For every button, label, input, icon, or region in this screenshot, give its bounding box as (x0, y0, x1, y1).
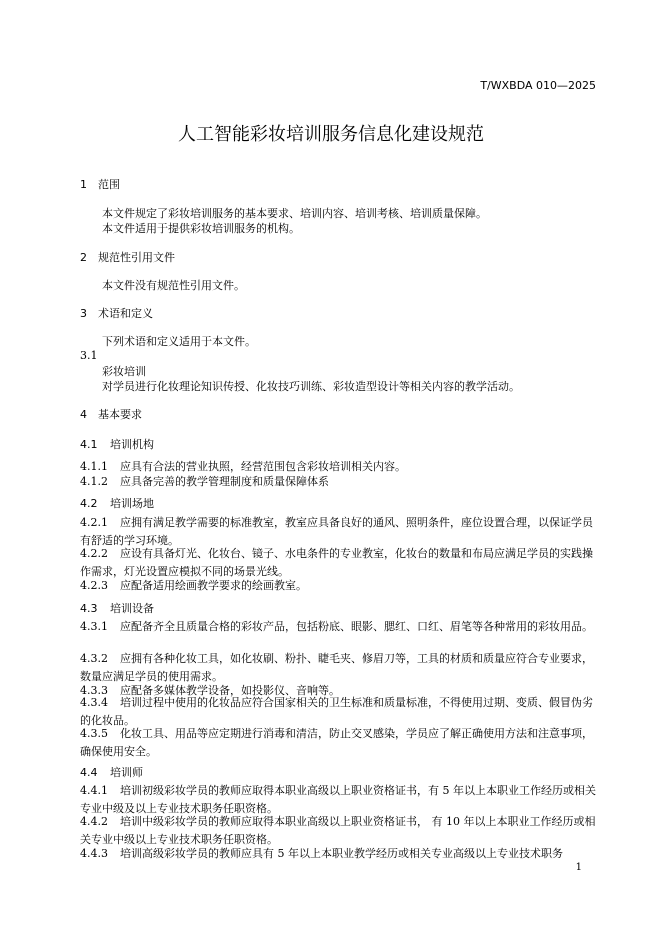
clause-4-4-2: 4.4.2 培训中级彩妆学员的教师应取得本职业高级以上职业资格证书， 有 10 年以上本职业工作经历或相关专业中级以上专业技术职务任职资格。 (80, 815, 596, 846)
clause-4-3-2: 4.3.2 应拥有各种化妆工具，如化妆刷、粉扑、睫毛夹、修眉刀等，工具的材质和质量应符合专业要求，数量应满足学员的使用需求。 (80, 652, 593, 683)
clause-4-1-1: 4.1.1 应具有合法的营业执照，经营范围包含彩妆培训相关内容。 (80, 460, 406, 473)
clause-4-2-3: 4.2.3 应配备适用绘画教学要求的绘画教室。 (80, 579, 307, 592)
clause-4-3-4: 4.3.4 培训过程中使用的化妆品应符合国家相关的卫生标准和质量标准，不得使用过期、变质、假冒伪劣的化妆品。 (80, 696, 593, 727)
term-3-1-name: 彩妆培训 (102, 365, 146, 378)
section-4-2-heading: 4.2 培训场地 (80, 497, 154, 510)
section-1-para-1: 本文件规定了彩妆培训服务的基本要求、培训内容、培训考核、培训质量保障。 (102, 207, 487, 220)
clause-4-4-3: 4.4.3 培训高级彩妆学员的教师应具有 5 年以上本职业教学经历或相关专业高级以上专业技术职务 (80, 847, 563, 860)
clause-4-4-1: 4.4.1 培训初级彩妆学员的教师应取得本职业高级以上职业资格证书，有 5 年以上本职业工作经历或相关专业中级及以上专业技术职务任职资格。 (80, 784, 596, 815)
section-1-heading: 1 范围 (80, 178, 120, 191)
section-4-heading: 4 基本要求 (80, 408, 142, 421)
clause-4-3-1: 4.3.1 应配备齐全且质量合格的彩妆产品，包括粉底、眼影、腮红、口红、眉笔等各种常用的彩妆用品。 (80, 620, 593, 633)
section-2-heading: 2 规范性引用文件 (80, 251, 175, 264)
section-1-para-2: 本文件适用于提供彩妆培训服务的机构。 (102, 222, 300, 235)
section-3-para-1: 下列术语和定义适用于本文件。 (102, 335, 256, 348)
section-4-3-heading: 4.3 培训设备 (80, 602, 154, 615)
section-3-heading: 3 术语和定义 (80, 307, 153, 320)
term-3-1-definition: 对学员进行化妆理论知识传授、化妆技巧训练、彩妆造型设计等相关内容的教学活动。 (102, 380, 520, 393)
clause-4-2-1: 4.2.1 应拥有满足教学需要的标准教室，教室应具备良好的通风、照明条件，座位设置合理，以保证学员有舒适的学习环境。 (80, 516, 593, 547)
clause-4-1-2: 4.1.2 应具备完善的教学管理制度和质量保障体系 (80, 475, 329, 488)
page-number: 1 (575, 862, 582, 873)
term-3-1-number: 3.1 (80, 349, 98, 362)
clause-4-3-3: 4.3.3 应配备多媒体教学设备，如投影仪、音响等。 (80, 684, 340, 697)
section-4-4-heading: 4.4 培训师 (80, 766, 143, 779)
standard-number: T/WXBDA 010—2025 (480, 79, 596, 92)
section-2-para-1: 本文件没有规范性引用文件。 (102, 279, 245, 292)
clause-4-3-5: 4.3.5 化妆工具、用品等应定期进行消毒和清洁，防止交叉感染，学员应了解正确使用方法和注意事项，确保使用安全。 (80, 727, 593, 758)
document-title: 人工智能彩妆培训服务信息化建设规范 (178, 124, 484, 145)
clause-4-2-2: 4.2.2 应设有具备灯光、化妆台、镜子、水电条件的专业教室，化妆台的数量和布局应满足学员的实践操作需求，灯光设置应模拟不同的场景光线。 (80, 547, 593, 578)
section-4-1-heading: 4.1 培训机构 (80, 438, 154, 451)
